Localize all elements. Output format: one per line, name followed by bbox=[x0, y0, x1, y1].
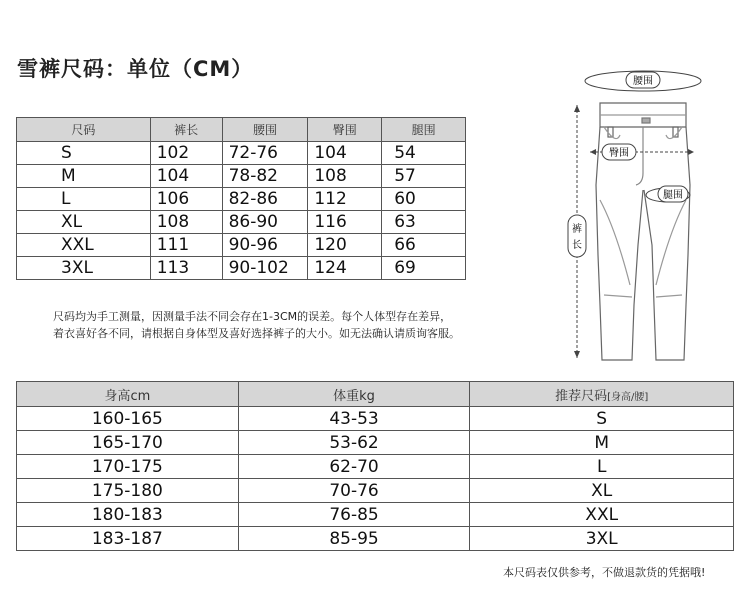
thigh-cell: 57 bbox=[382, 165, 466, 188]
recommended-size-cell: S bbox=[470, 407, 734, 431]
thigh-cell: 63 bbox=[382, 211, 466, 234]
disclaimer-footer: 本尺码表仅供参考，不做退款货的凭据哦! bbox=[503, 566, 706, 579]
thigh-cell: 54 bbox=[382, 142, 466, 165]
height-cell: 170-175 bbox=[17, 455, 239, 479]
waist-cell: 72-76 bbox=[222, 142, 308, 165]
recommended-size-cell: M bbox=[470, 431, 734, 455]
waist-cell: 90-102 bbox=[222, 257, 308, 280]
table-row bbox=[17, 188, 466, 211]
height-cell: 180-183 bbox=[17, 503, 239, 527]
size-cell: XL bbox=[17, 211, 151, 234]
pants-diagram bbox=[560, 55, 740, 375]
note-line-1: 尺码均为手工测量，因测量手法不同会存在1-3CM的误差。每个人体型存在差异， bbox=[53, 310, 452, 323]
length-cell: 113 bbox=[150, 257, 222, 280]
hip-measure bbox=[590, 144, 694, 160]
hip-cell: 124 bbox=[308, 257, 382, 280]
table-row bbox=[17, 455, 734, 479]
pants-outline bbox=[596, 103, 690, 360]
size-header-length: 裤长 bbox=[150, 118, 222, 142]
hip-cell: 104 bbox=[308, 142, 382, 165]
size-header-waist: 腰围 bbox=[222, 118, 308, 142]
waist-cell: 82-86 bbox=[222, 188, 308, 211]
weight-cell: 62-70 bbox=[238, 455, 470, 479]
length-cell: 102 bbox=[150, 142, 222, 165]
size-cell: M bbox=[17, 165, 151, 188]
hip-label: 臀围 bbox=[609, 148, 629, 159]
length-label-bottom: 长 bbox=[572, 240, 582, 251]
recommend-table bbox=[16, 381, 734, 551]
size-table bbox=[16, 117, 466, 280]
waist-cell: 90-96 bbox=[222, 234, 308, 257]
table-row bbox=[17, 503, 734, 527]
hip-cell: 108 bbox=[308, 165, 382, 188]
thigh-cell: 60 bbox=[382, 188, 466, 211]
rec-header-weight: 体重kg bbox=[238, 382, 470, 407]
weight-cell: 70-76 bbox=[238, 479, 470, 503]
rec-header-size bbox=[470, 382, 734, 407]
height-cell: 165-170 bbox=[17, 431, 239, 455]
length-cell: 106 bbox=[150, 188, 222, 211]
size-cell: L bbox=[17, 188, 151, 211]
hip-cell: 112 bbox=[308, 188, 382, 211]
size-header-size: 尺码 bbox=[17, 118, 151, 142]
height-cell: 160-165 bbox=[17, 407, 239, 431]
recommended-size-cell: XXL bbox=[470, 503, 734, 527]
recommended-size-cell: L bbox=[470, 455, 734, 479]
thigh-label: 腿围 bbox=[663, 190, 683, 201]
hip-cell: 120 bbox=[308, 234, 382, 257]
rec-header-size-label: 推荐尺码 bbox=[555, 388, 608, 404]
page-title: 雪裤尺码：单位（CM） bbox=[17, 57, 254, 81]
table-row bbox=[17, 142, 466, 165]
rec-header-size-suffix: [身高/腰] bbox=[607, 391, 649, 403]
weight-cell: 43-53 bbox=[238, 407, 470, 431]
length-label-top: 裤 bbox=[572, 224, 582, 235]
recommended-size-cell: XL bbox=[470, 479, 734, 503]
table-row bbox=[17, 527, 734, 551]
height-cell: 183-187 bbox=[17, 527, 239, 551]
thigh-cell: 66 bbox=[382, 234, 466, 257]
thigh-measure bbox=[646, 186, 690, 202]
hip-cell: 116 bbox=[308, 211, 382, 234]
length-cell: 104 bbox=[150, 165, 222, 188]
note-line-2: 着衣喜好各不同，请根据自身体型及喜好选择裤子的大小。如无法确认请质询客服。 bbox=[53, 327, 460, 340]
measurement-note bbox=[53, 308, 513, 342]
size-cell: S bbox=[17, 142, 151, 165]
table-row bbox=[17, 234, 466, 257]
recommend-table-header-row bbox=[17, 382, 734, 407]
length-cell: 111 bbox=[150, 234, 222, 257]
size-cell: 3XL bbox=[17, 257, 151, 280]
size-table-header-row bbox=[17, 118, 466, 142]
weight-cell: 53-62 bbox=[238, 431, 470, 455]
size-header-thigh: 腿围 bbox=[382, 118, 466, 142]
length-cell: 108 bbox=[150, 211, 222, 234]
recommended-size-cell: 3XL bbox=[470, 527, 734, 551]
waist-cell: 78-82 bbox=[222, 165, 308, 188]
table-row bbox=[17, 257, 466, 280]
waist-label: 腰围 bbox=[633, 76, 653, 87]
height-cell: 175-180 bbox=[17, 479, 239, 503]
weight-cell: 76-85 bbox=[238, 503, 470, 527]
waist-measure bbox=[585, 71, 701, 91]
size-header-hip: 臀围 bbox=[308, 118, 382, 142]
rec-header-height: 身高cm bbox=[17, 382, 239, 407]
size-cell: XXL bbox=[17, 234, 151, 257]
table-row bbox=[17, 407, 734, 431]
table-row bbox=[17, 165, 466, 188]
length-measure bbox=[568, 105, 586, 358]
waist-cell: 86-90 bbox=[222, 211, 308, 234]
table-row bbox=[17, 479, 734, 503]
table-row bbox=[17, 431, 734, 455]
table-row bbox=[17, 211, 466, 234]
weight-cell: 85-95 bbox=[238, 527, 470, 551]
thigh-cell: 69 bbox=[382, 257, 466, 280]
